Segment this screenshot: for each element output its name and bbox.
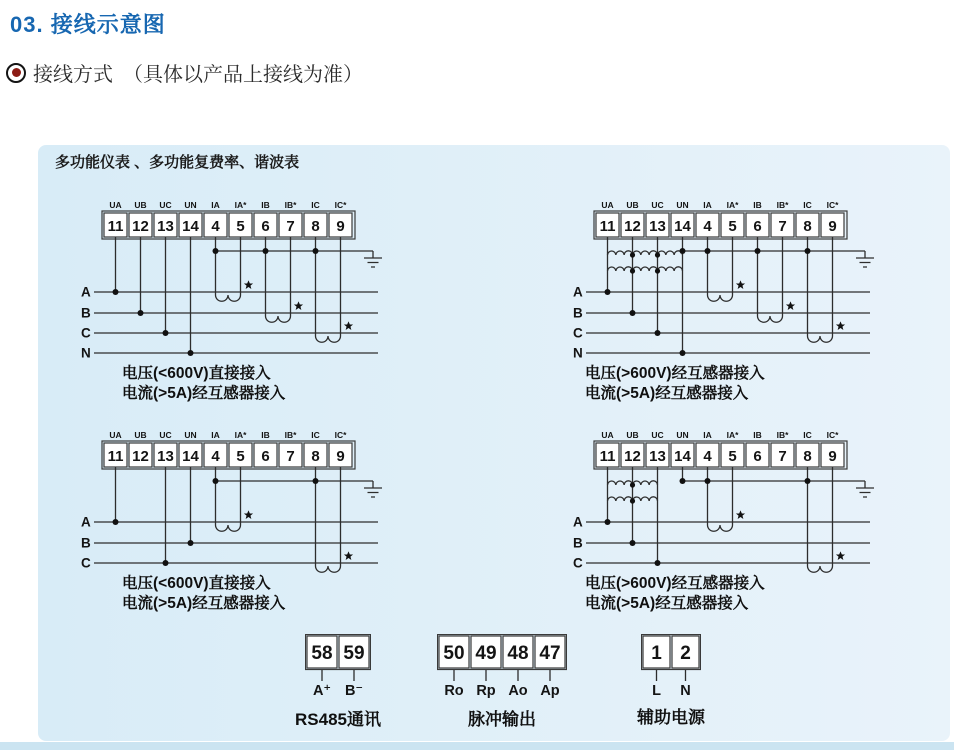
terminal-number: 7 <box>778 448 787 465</box>
phase-label: B <box>573 305 583 321</box>
terminal-number: 8 <box>803 448 812 465</box>
terminal-label: IC* <box>334 200 347 210</box>
rs485-terminal-block <box>305 634 371 700</box>
phase-label: B <box>81 305 91 321</box>
terminal-number: 4 <box>211 218 220 235</box>
terminal-number: 8 <box>311 218 320 235</box>
diagram-direct-4wire-svg <box>78 197 408 363</box>
terminal-label: IA <box>703 430 712 440</box>
terminal-label: UN <box>184 200 197 210</box>
phase-label: A <box>573 514 583 530</box>
phase-label: N <box>81 345 91 361</box>
phase-label: A <box>81 514 91 530</box>
pulse-output-terminal-block <box>437 634 567 700</box>
terminal-number: 4 <box>703 448 712 465</box>
terminal-label: IB* <box>284 430 297 440</box>
wiring-mode-label: 接线方式 <box>33 64 113 86</box>
terminal-number: 8 <box>311 448 320 465</box>
wire-lines <box>94 467 378 566</box>
pt-coil-row <box>608 267 683 271</box>
diagram-caption <box>585 364 765 404</box>
terminal-label: UN <box>184 430 197 440</box>
terminal-number: 47 <box>539 643 561 664</box>
terminal-labels <box>109 430 347 440</box>
aux-power-terminal-block <box>641 634 701 700</box>
terminal-number: 8 <box>803 218 812 235</box>
bottom-section-band <box>0 742 954 750</box>
phase-label: B <box>81 535 91 551</box>
terminal-number: 2 <box>680 643 691 664</box>
phase-label: C <box>81 325 91 341</box>
aux-power-terminals-svg <box>641 634 701 700</box>
terminal-strip <box>594 211 847 239</box>
terminal-label: UA <box>109 200 122 210</box>
pt-coil-row <box>608 251 683 255</box>
terminal-label: IB <box>753 200 762 210</box>
terminal-number: 13 <box>157 448 174 465</box>
diagram-direct-4wire <box>78 197 408 363</box>
terminal-strip <box>102 211 355 239</box>
ct-symbol <box>216 525 241 531</box>
diagram-caption <box>585 574 765 614</box>
ct-symbol <box>266 316 291 322</box>
polarity-star-icons <box>736 510 845 560</box>
terminal-label: IA <box>703 200 712 210</box>
terminal-number: 6 <box>261 448 270 465</box>
terminal-label: UB <box>134 430 147 440</box>
radio-dot <box>12 68 21 77</box>
diagram-pt-4wire-svg <box>570 197 900 363</box>
terminal-label: IB <box>753 430 762 440</box>
caption-line1: 电压(>600V)经互感器接入 <box>585 365 765 382</box>
terminal-number: 14 <box>674 218 691 235</box>
diagram-direct-3wire <box>78 427 408 575</box>
page-title: 03. 接线示意图 <box>10 12 166 37</box>
ct-symbol <box>808 336 833 342</box>
polarity-star-icons <box>244 280 353 330</box>
terminal-number: 11 <box>599 448 616 465</box>
caption-line1: 电压(>600V)经互感器接入 <box>585 575 765 592</box>
pin-label: N <box>680 683 691 699</box>
terminal-number: 13 <box>649 218 666 235</box>
terminal-label: IA <box>211 430 220 440</box>
terminal-number: 7 <box>778 218 787 235</box>
terminal-label: IA* <box>726 430 739 440</box>
terminal-number: 58 <box>311 643 333 664</box>
caption-line2: 电流(>5A)经互感器接入 <box>585 385 749 402</box>
polarity-star-icons <box>244 510 353 560</box>
ct-symbol <box>316 566 341 572</box>
terminal-number: 4 <box>211 448 220 465</box>
pin-label: Ro <box>444 683 464 699</box>
phase-label: C <box>573 555 583 571</box>
ct-symbol <box>808 566 833 572</box>
ground-icon <box>856 488 874 497</box>
terminal-number: 59 <box>343 643 365 664</box>
aux-power-caption: 辅助电源 <box>637 708 705 727</box>
ground-icon <box>364 488 382 497</box>
terminal-number: 12 <box>624 218 641 235</box>
rs485-caption: RS485通讯 <box>295 710 381 729</box>
ct-symbol <box>708 295 733 301</box>
terminal-number: 9 <box>336 218 345 235</box>
terminal-number: 12 <box>624 448 641 465</box>
pulse-terminals-svg <box>437 634 567 700</box>
phase-label: N <box>573 345 583 361</box>
phase-label: A <box>81 284 91 300</box>
pin-label: Ao <box>508 683 528 699</box>
wire-lines <box>94 237 378 353</box>
polarity-star-icons <box>736 280 845 330</box>
terminal-number: 6 <box>753 448 762 465</box>
terminal-number: 7 <box>286 218 295 235</box>
wiring-mode-row <box>6 58 363 87</box>
terminal-label: IC <box>803 430 812 440</box>
terminal-tick-lines <box>454 670 550 681</box>
terminal-number: 48 <box>507 643 529 664</box>
terminal-label: UB <box>626 200 639 210</box>
terminal-number: 9 <box>828 448 837 465</box>
diagram-pt-3wire-svg <box>570 427 900 575</box>
terminal-number: 13 <box>649 448 666 465</box>
radio-bullet-icon <box>6 63 26 83</box>
pin-label: B⁻ <box>344 683 364 699</box>
wire-lines <box>586 237 870 353</box>
terminal-tick-lines <box>322 670 354 681</box>
terminal-label: IA* <box>234 200 247 210</box>
terminal-strip <box>594 441 847 469</box>
terminal-number: 5 <box>728 218 737 235</box>
ground-icon <box>856 258 874 267</box>
terminal-number: 13 <box>157 218 174 235</box>
terminal-number: 14 <box>182 448 199 465</box>
terminal-number: 12 <box>132 448 149 465</box>
pin-label: L <box>652 683 661 699</box>
phase-label: C <box>573 325 583 341</box>
terminal-label: UN <box>676 200 689 210</box>
caption-line1: 电压(<600V)直接接入 <box>122 365 271 382</box>
terminal-number: 14 <box>674 448 691 465</box>
rs485-terminals-svg <box>305 634 371 700</box>
phase-label: C <box>81 555 91 571</box>
terminal-label: UC <box>651 200 664 210</box>
terminal-number: 5 <box>236 448 245 465</box>
diagram-direct-3wire-svg <box>78 427 408 575</box>
terminal-label: IA <box>211 200 220 210</box>
terminal-label: UB <box>626 430 639 440</box>
terminal-label: UC <box>159 200 172 210</box>
ct-symbol <box>316 336 341 342</box>
terminal-label: UN <box>676 430 689 440</box>
terminal-number: 5 <box>236 218 245 235</box>
terminal-number: 4 <box>703 218 712 235</box>
wiring-mode-note: （具体以产品上接线为准） <box>123 64 363 86</box>
terminal-label: UC <box>159 430 172 440</box>
pin-label: A⁺ <box>312 683 332 699</box>
terminal-label: UA <box>109 430 122 440</box>
panel-heading: 多功能仪表 、多功能复费率、谐波表 <box>55 154 300 171</box>
terminal-number: 6 <box>261 218 270 235</box>
terminal-number: 9 <box>828 218 837 235</box>
terminal-labels <box>601 430 839 440</box>
terminal-number: 12 <box>132 218 149 235</box>
terminal-number: 9 <box>336 448 345 465</box>
terminal-number: 50 <box>443 643 465 664</box>
ct-symbol <box>216 295 241 301</box>
terminal-labels <box>109 200 347 210</box>
terminal-label: UA <box>601 200 614 210</box>
terminal-label: IB <box>261 200 270 210</box>
terminal-label: UA <box>601 430 614 440</box>
ct-symbol <box>758 316 783 322</box>
terminal-label: IC <box>803 200 812 210</box>
terminal-number: 11 <box>107 218 124 235</box>
pin-label: Rp <box>476 683 496 699</box>
terminal-number: 1 <box>651 643 662 664</box>
diagram-caption <box>122 364 285 404</box>
ct-symbol <box>708 525 733 531</box>
terminal-strip <box>102 441 355 469</box>
terminal-number: 11 <box>107 448 124 465</box>
caption-line2: 电流(>5A)经互感器接入 <box>122 385 286 402</box>
terminal-label: IB* <box>776 430 789 440</box>
terminal-number: 11 <box>599 218 616 235</box>
terminal-label: IC* <box>334 430 347 440</box>
phase-label: B <box>573 535 583 551</box>
terminal-number: 7 <box>286 448 295 465</box>
terminal-label: UB <box>134 200 147 210</box>
terminal-label: IC <box>311 200 320 210</box>
terminal-label: IA* <box>726 200 739 210</box>
pin-label: Ap <box>540 683 560 699</box>
terminal-label: IB <box>261 430 270 440</box>
diagram-caption <box>122 574 285 614</box>
phase-label: A <box>573 284 583 300</box>
caption-line1: 电压(<600V)直接接入 <box>122 575 271 592</box>
terminal-label: UC <box>651 430 664 440</box>
terminal-number: 49 <box>475 643 497 664</box>
wire-lines <box>586 467 870 566</box>
terminal-label: IC <box>311 430 320 440</box>
terminal-number: 5 <box>728 448 737 465</box>
terminal-number: 6 <box>753 218 762 235</box>
diagram-pt-4wire <box>570 197 900 363</box>
diagram-pt-3wire <box>570 427 900 575</box>
caption-line2: 电流(>5A)经互感器接入 <box>585 595 749 612</box>
terminal-label: IB* <box>776 200 789 210</box>
terminal-number: 14 <box>182 218 199 235</box>
ground-icon <box>364 258 382 267</box>
terminal-label: IC* <box>826 200 839 210</box>
terminal-tick-lines <box>657 670 686 681</box>
terminal-label: IC* <box>826 430 839 440</box>
terminal-label: IB* <box>284 200 297 210</box>
terminal-labels <box>601 200 839 210</box>
pulse-output-caption: 脉冲输出 <box>468 710 536 729</box>
terminal-label: IA* <box>234 430 247 440</box>
caption-line2: 电流(>5A)经互感器接入 <box>122 595 286 612</box>
